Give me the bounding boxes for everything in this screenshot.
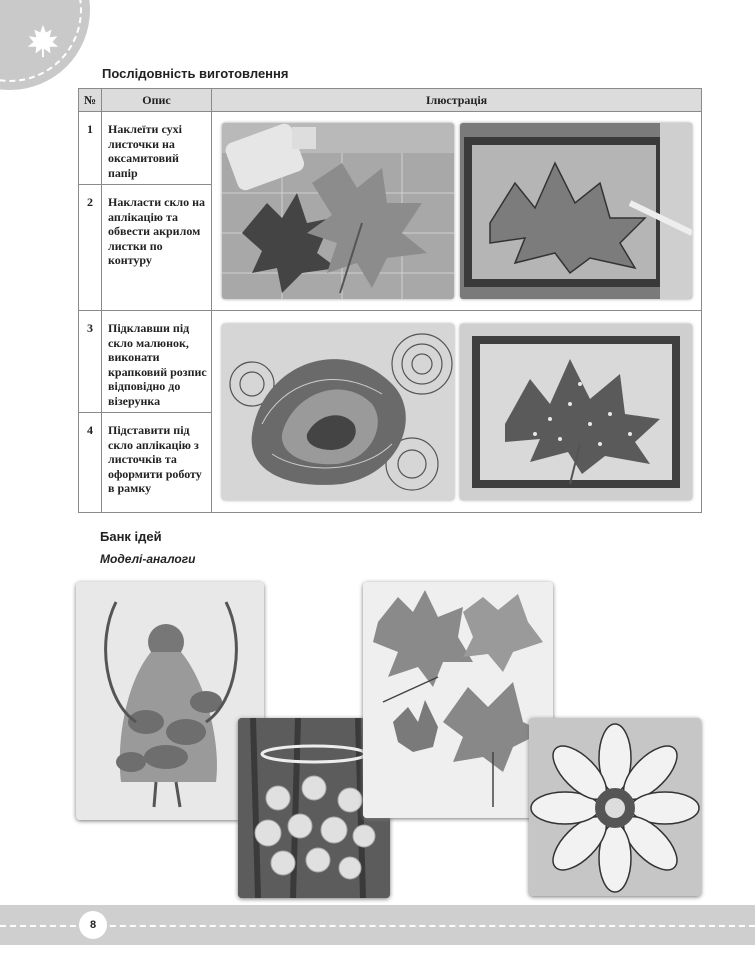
step-desc: Накласти скло на аплікацію та обвести акрилом листки по контуру <box>102 185 212 311</box>
photo-pattern-drawing <box>222 324 454 500</box>
step-num: 1 <box>79 112 102 185</box>
header-illustration: Ілюстрація <box>212 89 702 112</box>
image-leaf-mandala <box>529 718 701 896</box>
photo-glass-on-frame <box>460 123 692 299</box>
illustration-cell <box>212 311 702 513</box>
header-num: № <box>79 89 102 112</box>
page-number: 8 <box>79 911 107 939</box>
table-header-row <box>79 89 702 112</box>
step-desc: Наклеїти сухі листочки на оксамитовий папір <box>102 112 212 185</box>
table-row <box>79 112 702 185</box>
step-num: 4 <box>79 413 102 513</box>
footer-dash-line <box>0 925 755 927</box>
photo-framed-dotted-leaf <box>460 324 692 500</box>
photo-leaves-on-paper <box>222 123 454 299</box>
table-row <box>79 311 702 413</box>
steps-table <box>78 88 702 513</box>
step-desc: Підставити під скло аплікацію з листочків та оформити роботу в рамку <box>102 413 212 513</box>
header-desc: Опис <box>102 89 212 112</box>
bank-subtitle: Моделі-аналоги <box>100 552 196 566</box>
section-title: Послідовність виготовлення <box>102 66 289 81</box>
step-num: 3 <box>79 311 102 413</box>
illustration-cell <box>212 112 702 311</box>
step-desc: Підклавши під скло малюнок, виконати крапковий розпис відповідно до візерунка <box>102 311 212 413</box>
step-num: 2 <box>79 185 102 311</box>
image-zentangle-leaves <box>363 582 553 818</box>
image-leaf-fairy <box>76 582 264 820</box>
maple-leaf-icon <box>24 22 62 60</box>
bank-title: Банк ідей <box>100 529 162 544</box>
